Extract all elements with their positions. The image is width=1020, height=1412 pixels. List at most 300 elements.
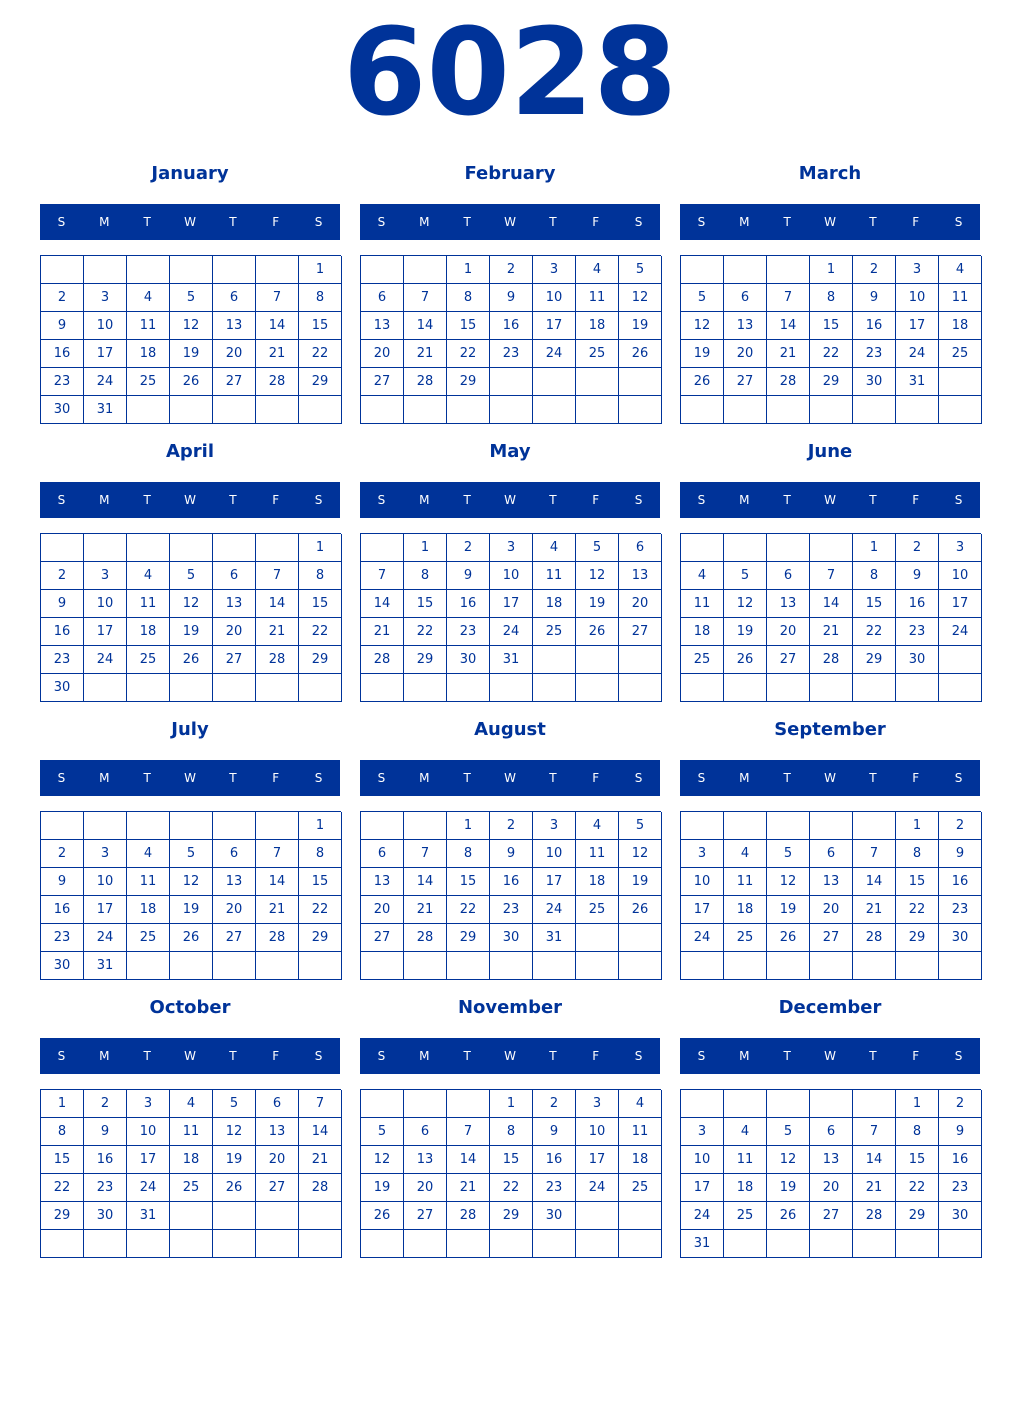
day-cell: 21 [256, 618, 299, 646]
day-cell: 18 [576, 312, 619, 340]
day-cell: 20 [767, 618, 810, 646]
day-cell: 17 [84, 340, 127, 368]
empty-cell [41, 534, 84, 562]
day-cell: 31 [681, 1230, 724, 1258]
day-cell: 22 [490, 1174, 533, 1202]
weekday-label: S [634, 493, 643, 507]
day-cell: 26 [170, 368, 213, 396]
day-cell: 8 [810, 284, 853, 312]
day-cell: 24 [490, 618, 533, 646]
empty-cell [767, 674, 810, 702]
empty-cell [576, 1230, 619, 1258]
day-cell: 5 [767, 1118, 810, 1146]
day-cell: 7 [767, 284, 810, 312]
day-cell: 20 [213, 896, 256, 924]
day-cell: 28 [767, 368, 810, 396]
day-cell: 19 [576, 590, 619, 618]
day-cell: 23 [41, 646, 84, 674]
day-cell: 20 [213, 340, 256, 368]
day-cell: 11 [127, 312, 170, 340]
weekday-header [360, 760, 660, 796]
day-cell: 26 [681, 368, 724, 396]
weekday-header [680, 760, 980, 796]
day-cell: 20 [810, 896, 853, 924]
empty-cell [361, 952, 404, 980]
day-cell: 21 [853, 1174, 896, 1202]
weekday-header [360, 1038, 660, 1074]
weekday-label: S [377, 215, 386, 229]
day-cell: 17 [490, 590, 533, 618]
weekday-label: S [377, 1049, 386, 1063]
day-cell: 22 [810, 340, 853, 368]
empty-cell [127, 1230, 170, 1258]
day-cell: 1 [447, 256, 490, 284]
day-cell: 26 [619, 896, 662, 924]
day-cell: 20 [810, 1174, 853, 1202]
empty-cell [213, 812, 256, 840]
day-cell: 29 [490, 1202, 533, 1230]
empty-cell [619, 1202, 662, 1230]
day-cell: 21 [256, 340, 299, 368]
day-cell: 10 [127, 1118, 170, 1146]
day-cell: 20 [361, 896, 404, 924]
empty-cell [619, 924, 662, 952]
month-name: March [798, 163, 862, 184]
day-cell: 26 [767, 924, 810, 952]
empty-cell [533, 1230, 576, 1258]
empty-cell [576, 674, 619, 702]
day-cell: 24 [681, 1202, 724, 1230]
day-cell: 25 [939, 340, 982, 368]
empty-cell [490, 952, 533, 980]
day-cell: 31 [490, 646, 533, 674]
day-cell: 31 [533, 924, 576, 952]
empty-cell [256, 1230, 299, 1258]
weekday-header [40, 204, 340, 240]
empty-cell [256, 812, 299, 840]
day-cell: 4 [724, 1118, 767, 1146]
day-cell: 13 [724, 312, 767, 340]
empty-cell [361, 812, 404, 840]
day-cell: 29 [896, 1202, 939, 1230]
day-cell: 7 [853, 1118, 896, 1146]
empty-cell [447, 952, 490, 980]
weekday-label: M [99, 771, 110, 785]
empty-cell [299, 1202, 342, 1230]
weekday-label: W [184, 215, 196, 229]
day-cell: 25 [681, 646, 724, 674]
weekday-label: T [463, 215, 471, 229]
day-cell: 28 [404, 924, 447, 952]
day-cell: 3 [84, 562, 127, 590]
weekday-label: W [824, 493, 836, 507]
day-cell: 30 [447, 646, 490, 674]
weekday-label: T [463, 493, 471, 507]
day-cell: 13 [256, 1118, 299, 1146]
weekday-label: M [739, 1049, 750, 1063]
day-cell: 19 [170, 896, 213, 924]
day-cell: 18 [127, 618, 170, 646]
day-cell: 25 [619, 1174, 662, 1202]
day-cell: 6 [256, 1090, 299, 1118]
empty-cell [767, 812, 810, 840]
empty-cell [533, 368, 576, 396]
day-cell: 11 [619, 1118, 662, 1146]
day-cell: 9 [939, 840, 982, 868]
weekday-label: S [954, 493, 963, 507]
day-cell: 18 [939, 312, 982, 340]
weekday-label: T [229, 1049, 237, 1063]
weekday-label: T [463, 771, 471, 785]
day-cell: 12 [213, 1118, 256, 1146]
day-cell: 5 [213, 1090, 256, 1118]
empty-cell [810, 952, 853, 980]
day-cell: 27 [404, 1202, 447, 1230]
weekday-label: M [99, 1049, 110, 1063]
weekday-label: T [143, 771, 151, 785]
empty-cell [681, 396, 724, 424]
day-cell: 4 [576, 256, 619, 284]
day-cell: 3 [939, 534, 982, 562]
day-cell: 15 [810, 312, 853, 340]
day-cell: 6 [213, 284, 256, 312]
empty-cell [810, 1230, 853, 1258]
day-cell: 30 [41, 396, 84, 424]
empty-cell [84, 534, 127, 562]
day-cell: 6 [213, 562, 256, 590]
day-cell: 14 [767, 312, 810, 340]
weekday-label: W [184, 771, 196, 785]
day-cell: 20 [724, 340, 767, 368]
weekday-label: M [419, 493, 430, 507]
weekday-label: T [229, 771, 237, 785]
day-cell: 19 [170, 340, 213, 368]
day-cell: 10 [896, 284, 939, 312]
day-cell: 1 [853, 534, 896, 562]
empty-cell [724, 396, 767, 424]
day-grid [360, 255, 661, 424]
day-cell: 6 [810, 1118, 853, 1146]
day-cell: 21 [361, 618, 404, 646]
empty-cell [939, 1230, 982, 1258]
day-cell: 12 [170, 312, 213, 340]
day-cell: 4 [939, 256, 982, 284]
empty-cell [896, 396, 939, 424]
day-cell: 28 [256, 924, 299, 952]
day-cell: 26 [361, 1202, 404, 1230]
empty-cell [170, 812, 213, 840]
day-cell: 10 [84, 590, 127, 618]
day-cell: 8 [299, 284, 342, 312]
day-cell: 2 [533, 1090, 576, 1118]
empty-cell [170, 1202, 213, 1230]
weekday-label: T [783, 1049, 791, 1063]
empty-cell [256, 256, 299, 284]
empty-cell [213, 1202, 256, 1230]
day-cell: 14 [256, 312, 299, 340]
day-cell: 3 [681, 840, 724, 868]
empty-cell [170, 396, 213, 424]
day-cell: 25 [170, 1174, 213, 1202]
day-cell: 29 [404, 646, 447, 674]
month-name: February [464, 163, 556, 184]
day-cell: 23 [853, 340, 896, 368]
weekday-label: F [272, 1049, 280, 1063]
day-cell: 10 [533, 840, 576, 868]
day-cell: 8 [447, 284, 490, 312]
day-cell: 4 [681, 562, 724, 590]
day-cell: 23 [896, 618, 939, 646]
day-cell: 8 [41, 1118, 84, 1146]
weekday-label: F [912, 771, 920, 785]
day-cell: 23 [447, 618, 490, 646]
day-cell: 10 [681, 868, 724, 896]
empty-cell [939, 396, 982, 424]
day-cell: 26 [767, 1202, 810, 1230]
weekday-label: M [739, 771, 750, 785]
weekday-label: M [99, 493, 110, 507]
day-grid [680, 1089, 981, 1258]
day-cell: 26 [170, 646, 213, 674]
day-cell: 23 [490, 340, 533, 368]
weekday-label: F [272, 493, 280, 507]
empty-cell [84, 674, 127, 702]
day-cell: 16 [853, 312, 896, 340]
empty-cell [361, 1090, 404, 1118]
weekday-label: S [57, 493, 66, 507]
day-cell: 11 [170, 1118, 213, 1146]
day-cell: 12 [767, 1146, 810, 1174]
weekday-label: T [143, 493, 151, 507]
empty-cell [767, 534, 810, 562]
day-cell: 8 [853, 562, 896, 590]
weekday-label: T [143, 215, 151, 229]
month-name: August [474, 719, 546, 740]
weekday-label: W [184, 1049, 196, 1063]
day-cell: 27 [810, 1202, 853, 1230]
day-cell: 27 [724, 368, 767, 396]
day-cell: 4 [724, 840, 767, 868]
day-cell: 6 [810, 840, 853, 868]
day-cell: 21 [404, 896, 447, 924]
day-cell: 6 [724, 284, 767, 312]
weekday-label: T [869, 215, 877, 229]
day-cell: 13 [810, 868, 853, 896]
empty-cell [213, 952, 256, 980]
weekday-label: S [314, 493, 323, 507]
weekday-label: S [57, 1049, 66, 1063]
day-cell: 14 [361, 590, 404, 618]
day-cell: 28 [447, 1202, 490, 1230]
day-cell: 10 [84, 312, 127, 340]
empty-cell [213, 1230, 256, 1258]
day-cell: 8 [404, 562, 447, 590]
day-cell: 2 [490, 812, 533, 840]
empty-cell [681, 1090, 724, 1118]
weekday-label: F [592, 1049, 600, 1063]
day-cell: 14 [853, 868, 896, 896]
empty-cell [170, 256, 213, 284]
weekday-label: S [377, 493, 386, 507]
empty-cell [84, 1230, 127, 1258]
day-grid [40, 1089, 341, 1258]
weekday-header [360, 482, 660, 518]
day-cell: 2 [853, 256, 896, 284]
day-cell: 15 [404, 590, 447, 618]
weekday-label: T [869, 493, 877, 507]
weekday-header [360, 204, 660, 240]
weekday-label: T [869, 771, 877, 785]
weekday-header [680, 482, 980, 518]
day-cell: 17 [681, 1174, 724, 1202]
day-cell: 23 [939, 1174, 982, 1202]
day-cell: 24 [84, 368, 127, 396]
day-cell: 2 [84, 1090, 127, 1118]
weekday-label: W [824, 1049, 836, 1063]
weekday-label: W [504, 1049, 516, 1063]
day-cell: 5 [619, 812, 662, 840]
weekday-label: T [549, 215, 557, 229]
day-cell: 10 [84, 868, 127, 896]
day-cell: 17 [127, 1146, 170, 1174]
day-cell: 8 [896, 1118, 939, 1146]
empty-cell [619, 1230, 662, 1258]
weekday-label: F [912, 215, 920, 229]
day-grid [680, 811, 981, 980]
day-cell: 5 [576, 534, 619, 562]
empty-cell [939, 368, 982, 396]
day-cell: 13 [404, 1146, 447, 1174]
day-cell: 25 [576, 340, 619, 368]
day-cell: 22 [299, 340, 342, 368]
empty-cell [256, 534, 299, 562]
day-cell: 11 [533, 562, 576, 590]
day-cell: 10 [533, 284, 576, 312]
empty-cell [404, 396, 447, 424]
day-cell: 18 [127, 340, 170, 368]
day-cell: 9 [41, 312, 84, 340]
day-cell: 7 [299, 1090, 342, 1118]
empty-cell [619, 674, 662, 702]
day-cell: 13 [361, 868, 404, 896]
weekday-label: W [184, 493, 196, 507]
day-cell: 15 [299, 590, 342, 618]
day-cell: 10 [576, 1118, 619, 1146]
empty-cell [619, 396, 662, 424]
empty-cell [404, 812, 447, 840]
weekday-label: F [272, 215, 280, 229]
day-cell: 25 [576, 896, 619, 924]
weekday-label: S [954, 215, 963, 229]
day-cell: 23 [41, 368, 84, 396]
day-cell: 3 [533, 812, 576, 840]
day-cell: 5 [681, 284, 724, 312]
weekday-label: T [229, 215, 237, 229]
day-cell: 9 [896, 562, 939, 590]
empty-cell [256, 1202, 299, 1230]
day-cell: 1 [299, 534, 342, 562]
day-cell: 16 [41, 618, 84, 646]
empty-cell [576, 1202, 619, 1230]
day-cell: 2 [939, 812, 982, 840]
day-cell: 14 [256, 590, 299, 618]
day-cell: 2 [490, 256, 533, 284]
day-cell: 24 [533, 896, 576, 924]
day-cell: 5 [724, 562, 767, 590]
empty-cell [767, 952, 810, 980]
day-cell: 19 [361, 1174, 404, 1202]
day-cell: 31 [896, 368, 939, 396]
empty-cell [299, 952, 342, 980]
empty-cell [767, 256, 810, 284]
day-cell: 7 [256, 840, 299, 868]
day-cell: 6 [213, 840, 256, 868]
day-cell: 2 [41, 562, 84, 590]
day-cell: 24 [939, 618, 982, 646]
day-cell: 10 [490, 562, 533, 590]
day-cell: 2 [41, 284, 84, 312]
empty-cell [447, 396, 490, 424]
day-cell: 22 [447, 896, 490, 924]
weekday-label: M [739, 215, 750, 229]
empty-cell [361, 1230, 404, 1258]
day-cell: 15 [447, 868, 490, 896]
weekday-header [680, 1038, 980, 1074]
weekday-label: T [549, 771, 557, 785]
day-cell: 13 [213, 590, 256, 618]
day-cell: 2 [896, 534, 939, 562]
weekday-label: W [504, 771, 516, 785]
day-cell: 29 [299, 924, 342, 952]
month-name: November [457, 997, 563, 1018]
weekday-label: W [504, 215, 516, 229]
day-cell: 22 [299, 618, 342, 646]
day-cell: 29 [299, 646, 342, 674]
empty-cell [41, 256, 84, 284]
day-cell: 16 [896, 590, 939, 618]
weekday-label: F [592, 215, 600, 229]
day-grid [360, 1089, 661, 1258]
day-cell: 29 [447, 368, 490, 396]
weekday-label: W [504, 493, 516, 507]
day-cell: 8 [490, 1118, 533, 1146]
weekday-label: M [99, 215, 110, 229]
day-cell: 18 [576, 868, 619, 896]
day-cell: 22 [853, 618, 896, 646]
day-cell: 14 [810, 590, 853, 618]
empty-cell [896, 674, 939, 702]
day-grid [40, 533, 341, 702]
empty-cell [724, 1230, 767, 1258]
day-cell: 16 [490, 868, 533, 896]
day-cell: 5 [170, 562, 213, 590]
day-cell: 27 [767, 646, 810, 674]
day-cell: 8 [299, 840, 342, 868]
day-cell: 4 [127, 840, 170, 868]
day-grid [40, 255, 341, 424]
day-cell: 13 [810, 1146, 853, 1174]
day-cell: 29 [41, 1202, 84, 1230]
day-cell: 5 [619, 256, 662, 284]
day-cell: 12 [681, 312, 724, 340]
day-cell: 17 [84, 896, 127, 924]
empty-cell [724, 256, 767, 284]
day-cell: 7 [810, 562, 853, 590]
day-cell: 6 [619, 534, 662, 562]
empty-cell [533, 396, 576, 424]
empty-cell [404, 952, 447, 980]
day-cell: 1 [447, 812, 490, 840]
